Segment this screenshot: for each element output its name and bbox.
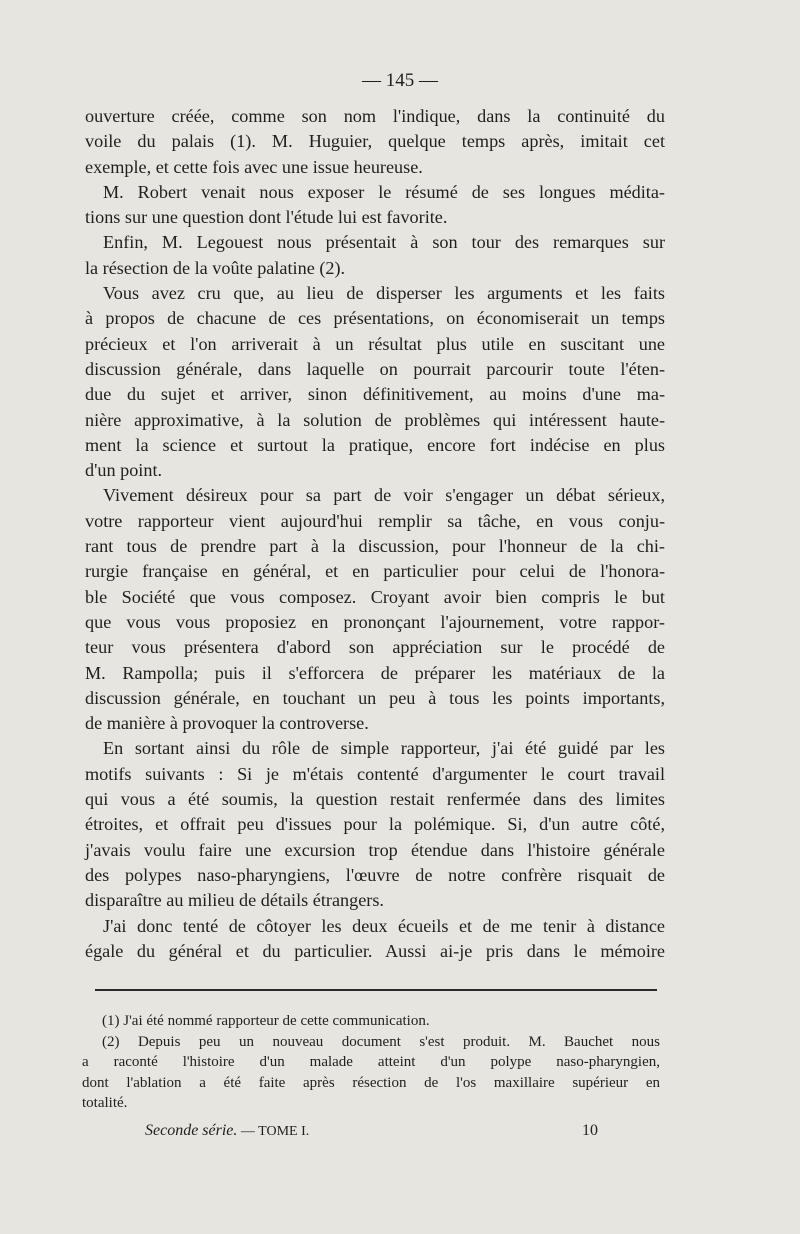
paragraph-line: exemple, et cette fois avec une issue heureuse. — [85, 156, 423, 177]
paragraph-line: discussion générale, dans laquelle on pourrait parcourir toute l'éten- — [85, 358, 665, 379]
body-text — [85, 104, 665, 964]
paragraph-line: j'avais voulu faire une excursion trop étendue dans l'histoire générale — [85, 839, 665, 860]
paragraph-line: que vous vous proposiez en prononçant l'ajournement, votre rappor- — [85, 611, 665, 632]
footnotes — [82, 1011, 660, 1114]
paragraph-line: En sortant ainsi du rôle de simple rapporteur, j'ai été guidé par les — [103, 738, 665, 759]
footnote-divider — [95, 989, 657, 991]
paragraph-line: de manière à provoquer la controverse. — [85, 713, 369, 734]
paragraph-line: M. Robert venait nous exposer le résumé de ses longues médita- — [103, 181, 665, 202]
footer-series — [145, 1122, 309, 1140]
paragraph-line: teur vous présentera d'abord son appréciation sur le procédé de — [85, 637, 665, 658]
signature-number: 10 — [582, 1122, 598, 1139]
paragraph-line: voile du palais (1). M. Huguier, quelque temps après, imitait cet — [85, 131, 665, 152]
footnote-line: (1) J'ai été nommé rapporteur de cette communication. — [102, 1013, 430, 1029]
paragraph-line: des polypes naso-pharyngiens, l'œuvre de notre confrère risquait de — [85, 864, 665, 885]
paragraph-line: Vous avez cru que, au lieu de disperser les arguments et les faits — [103, 283, 665, 304]
paragraph-line: M. Rampolla; puis il s'efforcera de préparer les matériaux de la — [85, 662, 665, 683]
paragraph-line: J'ai donc tenté de côtoyer les deux écueils et de me tenir à distance — [103, 915, 665, 936]
paragraph-line: égale du général et du particulier. Aussi ai-je pris dans le mémoire — [85, 940, 665, 961]
paragraph-line: discussion générale, en touchant un peu à tous les points importants, — [85, 687, 665, 708]
paragraph-line: ouverture créée, comme son nom l'indique, dans la continuité du — [85, 106, 665, 126]
paragraph-line: votre rapporteur vient aujourd'hui remplir sa tâche, en vous conju- — [85, 510, 665, 531]
paragraph-line: Enfin, M. Legouest nous présentait à son tour des remarques sur — [103, 232, 665, 253]
paragraph-line: nière approximative, à la solution de problèmes qui intéressent haute- — [85, 409, 665, 430]
paragraph-line: motifs suivants : Si je m'étais contenté d'argumenter le court travail — [85, 763, 665, 784]
footnote-line: dont l'ablation a été faite après résection de l'os maxillaire supérieur en — [82, 1074, 660, 1091]
paragraph-line: à propos de chacune de ces présentations, on économiserait un temps — [85, 308, 665, 329]
paragraph-line: Vivement désireux pour sa part de voir s'engager un débat sérieux, — [103, 485, 665, 506]
paragraph-line: précieux et l'on arriverait à un résultat plus utile en suscitant une — [85, 333, 665, 354]
paragraph-line: ment la science et surtout la pratique, encore fort indécise en plus — [85, 434, 665, 455]
tome-label: — TOME I. — [237, 1124, 310, 1139]
paragraph-line: due du sujet et arriver, sinon définitivement, au moins d'une ma- — [85, 384, 665, 405]
paragraph-line: rant tous de prendre part à la discussion, pour l'honneur de la chi- — [85, 536, 665, 557]
footnote-line: (2) Depuis peu un nouveau document s'est produit. M. Bauchet nous — [102, 1033, 660, 1050]
paragraph-line: étroites, et offrait peu d'issues pour la polémique. Si, d'un autre côté, — [85, 814, 665, 835]
paragraph-line: ble Société que vous composez. Croyant avoir bien compris le but — [85, 586, 665, 607]
footnote-line: a raconté l'histoire d'un malade atteint d'un polype naso-pharyngien, — [82, 1054, 660, 1070]
paragraph-line: disparaître au milieu de détails étrangers. — [85, 890, 384, 911]
footnote-line: totalité. — [82, 1095, 128, 1111]
paragraph-line: rurgie française en général, et en particulier pour celui de l'honora- — [85, 561, 665, 582]
paragraph-line: qui vous a été soumis, la question restait renfermée dans des limites — [85, 789, 665, 810]
paragraph-line: la résection de la voûte palatine (2). — [85, 257, 346, 278]
paragraph-line: d'un point. — [85, 460, 163, 481]
paragraph-line: tions sur une question dont l'étude lui est favorite. — [85, 207, 448, 228]
series-label: Seconde série. — [145, 1122, 238, 1139]
page-number-header: — 145 — — [362, 70, 438, 91]
